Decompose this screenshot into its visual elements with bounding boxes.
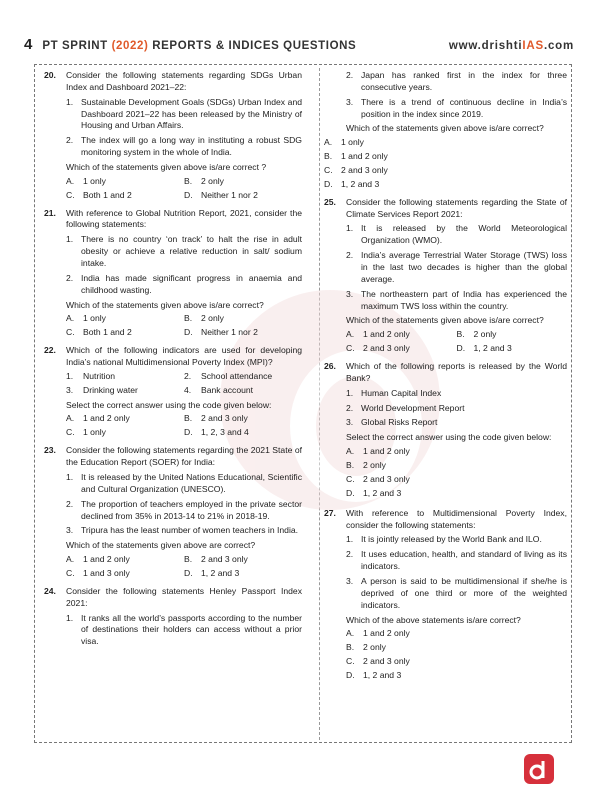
statement-text: Sustainable Development Goals (SDGs) Urban Index and Dashboard 2021–22 has been released by the Ministry of Housing and Urban Affairs. <box>81 96 302 131</box>
right-column <box>324 70 567 690</box>
question-22 <box>44 345 302 439</box>
statement-text: The northeastern part of India has experienced the maximum TWS loss within the country. <box>361 288 567 311</box>
option-text: 1 and 3 only <box>83 567 130 578</box>
option-letter: C. <box>66 567 75 578</box>
question-number: 26. <box>324 361 336 372</box>
option-letter: C. <box>324 165 333 176</box>
option-d[interactable] <box>184 427 302 439</box>
question-26 <box>324 361 567 502</box>
option-b[interactable] <box>184 413 302 425</box>
question-number: 21. <box>44 207 56 218</box>
statement-text: It is jointly released by the World Bank and ILO. <box>361 534 542 545</box>
statement-text: Drinking water <box>83 384 138 395</box>
option-letter: C. <box>66 189 75 200</box>
option-letter: C. <box>346 473 355 484</box>
option-letter: D. <box>184 189 193 200</box>
question-20 <box>44 70 302 202</box>
statement-text: The index will go a long way in instituting a robust SDG monitoring system in the whole of India. <box>81 135 302 158</box>
option-text: Neither 1 nor 2 <box>201 189 258 200</box>
option-text: 1 and 2 only <box>363 628 410 639</box>
question-24 <box>44 586 302 648</box>
statement-number: 3. <box>346 96 354 107</box>
question-stem: Consider the following statements regarding the State of Climate Services Report 2021: <box>346 196 567 219</box>
option-a[interactable] <box>66 413 184 425</box>
option-letter: A. <box>66 554 75 565</box>
option-a[interactable] <box>66 554 184 566</box>
option-letter: D. <box>346 669 355 680</box>
statement-text: India has made significant progress in anaemia and childhood wasting. <box>81 272 302 295</box>
statement <box>66 234 302 270</box>
site-prefix: www.drishti <box>448 40 523 52</box>
statement-text: It is released by the World Meteorological Organization (WMO). <box>361 223 567 246</box>
statement <box>66 135 302 159</box>
question-number: 22. <box>44 345 56 356</box>
statement <box>346 576 567 612</box>
option-text: Neither 1 nor 2 <box>201 327 258 338</box>
question-21 <box>44 208 302 340</box>
statement-number: 4. <box>184 384 192 395</box>
statement-number: 2. <box>346 70 354 80</box>
statement <box>346 403 567 415</box>
website-url <box>449 40 574 52</box>
option-b[interactable] <box>184 554 302 566</box>
statement-text: It uses education, health, and standard of living as its indicators. <box>361 549 567 572</box>
option-letter: B. <box>184 175 193 186</box>
statement-text: Japan has ranked first in the index for three consecutive years. <box>361 70 567 92</box>
option-c[interactable] <box>346 343 457 355</box>
option-text: 1, 2, 3 and 4 <box>201 427 249 438</box>
option-letter: B. <box>184 554 193 565</box>
option-a[interactable] <box>66 176 184 188</box>
statement-text: There is a trend of continuous decline in India’s position in the index since 2019. <box>361 96 567 119</box>
statement <box>184 371 302 383</box>
statement-number: 2. <box>346 549 354 560</box>
statement-number: 1. <box>346 223 354 234</box>
options <box>346 628 567 681</box>
statement <box>346 70 567 94</box>
statement <box>346 223 567 247</box>
statement-number: 3. <box>66 384 74 395</box>
statement-text: Human Capital Index <box>361 387 442 398</box>
question-number: 25. <box>324 196 336 207</box>
option-text: 2 and 3 only <box>341 165 388 176</box>
option-letter: B. <box>184 413 193 424</box>
option-c[interactable] <box>324 165 567 177</box>
question-stem: Consider the following statements Henley Passport Index 2021: <box>66 585 302 608</box>
statement <box>66 613 302 649</box>
option-letter: B. <box>324 151 333 162</box>
option-d[interactable] <box>324 179 567 191</box>
question-number: 24. <box>44 585 56 596</box>
option-text: 2 only <box>363 460 386 471</box>
question-prompt: Which of the statements given above are correct? <box>66 540 256 551</box>
question-stem: With reference to Global Nutrition Report, 2021, consider the following statements: <box>66 207 302 230</box>
site-ias: IAS <box>522 40 544 52</box>
statement-text: It ranks all the world’s passports according to the number of destinations their holders can access without a prior visa. <box>81 612 302 647</box>
d-glyph-icon <box>524 754 554 784</box>
statement <box>346 388 567 400</box>
drishti-d-logo-icon <box>524 754 554 784</box>
question-number: 23. <box>44 445 56 456</box>
option-letter: B. <box>456 329 465 340</box>
option-c[interactable] <box>346 656 567 668</box>
option-text: 1, 2 and 3 <box>473 343 512 354</box>
option-c[interactable] <box>66 568 184 580</box>
page-number: 4 <box>24 36 33 53</box>
options <box>324 137 567 190</box>
statement-text: Bank account <box>201 384 254 395</box>
option-letter: A. <box>66 413 75 424</box>
option-text: 1 only <box>83 427 106 438</box>
statement-text: World Development Report <box>361 402 465 413</box>
statement-number: 1. <box>66 370 74 381</box>
statement <box>346 534 567 546</box>
options <box>346 329 567 355</box>
statement-text: Nutrition <box>83 370 115 381</box>
page-header <box>24 36 574 54</box>
options <box>66 176 302 202</box>
option-letter: A. <box>346 446 355 457</box>
left-column <box>44 70 302 654</box>
option-c[interactable] <box>66 427 184 439</box>
option-letter: D. <box>184 327 193 338</box>
title-prefix: PT SPRINT <box>42 40 112 52</box>
option-b[interactable] <box>184 313 302 325</box>
statement-text: Global Risks Report <box>361 417 438 428</box>
options <box>66 554 302 580</box>
statement-text: A person is said to be multidimensional if she/he is deprived of one third or more of the weighted indicators. <box>361 575 567 610</box>
option-d[interactable] <box>184 568 302 580</box>
option-letter: D. <box>184 567 193 578</box>
option-text: Both 1 and 2 <box>83 189 132 200</box>
option-letter: C. <box>346 343 355 354</box>
statement-number: 2. <box>66 135 74 146</box>
statement-number: 1. <box>346 387 354 398</box>
statement <box>184 385 302 397</box>
statement <box>346 97 567 121</box>
option-d[interactable] <box>346 670 567 682</box>
question-number: 20. <box>44 70 56 80</box>
option-text: 1 and 2 only <box>83 554 130 565</box>
option-a[interactable] <box>346 446 567 458</box>
question-27 <box>324 508 567 684</box>
option-b[interactable] <box>346 460 567 472</box>
indicator-list <box>66 371 302 397</box>
option-d[interactable] <box>184 190 302 202</box>
option-letter: A. <box>66 175 75 186</box>
statement-number: 3. <box>66 525 74 536</box>
statement-number: 1. <box>66 96 74 107</box>
statement <box>66 525 302 537</box>
statement-number: 2. <box>346 402 354 413</box>
running-title <box>42 40 356 52</box>
option-text: 2 and 3 only <box>363 656 410 667</box>
statement-number: 1. <box>66 234 74 245</box>
question-stem: Consider the following statements regarding SDGs Urban Index and Dashboard 2021–22: <box>66 70 302 92</box>
option-letter: B. <box>346 642 355 653</box>
statement <box>66 273 302 297</box>
option-a[interactable] <box>66 313 184 325</box>
question-stem: Which of the following indicators are used for developing India’s national Multidimensional Poverty Index (MPI)? <box>66 345 302 368</box>
question-stem: Consider the following statements regarding the 2021 State of the Education Report (SOER) for India: <box>66 445 302 468</box>
statement-number: 2. <box>66 272 74 283</box>
option-text: Both 1 and 2 <box>83 327 132 338</box>
option-letter: A. <box>346 628 355 639</box>
statement-number: 1. <box>66 612 74 623</box>
option-letter: C. <box>346 656 355 667</box>
statement-text: School attendance <box>201 370 273 381</box>
option-d[interactable] <box>346 488 567 500</box>
option-letter: D. <box>184 427 193 438</box>
option-letter: A. <box>324 137 333 148</box>
statement-text: Tripura has the least number of women teachers in India. <box>81 525 299 536</box>
option-text: 1, 2 and 3 <box>201 567 240 578</box>
option-b[interactable] <box>457 329 568 341</box>
statement <box>346 417 567 429</box>
option-a[interactable] <box>346 329 457 341</box>
option-letter: B. <box>184 313 193 324</box>
options <box>66 313 302 339</box>
statement-number: 2. <box>184 370 192 381</box>
statement <box>346 549 567 573</box>
option-b[interactable] <box>346 642 567 654</box>
statement <box>346 289 567 313</box>
option-d[interactable] <box>457 343 568 355</box>
statement-number: 3. <box>346 417 354 428</box>
option-b[interactable] <box>324 151 567 163</box>
statement <box>66 472 302 496</box>
option-text: 1, 2 and 3 <box>363 487 402 498</box>
option-text: 1, 2 and 3 <box>341 178 380 189</box>
option-letter: D. <box>456 343 466 354</box>
question-prompt: Which of the above statements is/are correct? <box>346 614 521 625</box>
option-text: 2 and 3 only <box>363 473 410 484</box>
option-c[interactable] <box>66 190 184 202</box>
option-letter: D. <box>324 178 333 189</box>
statement-number: 3. <box>346 575 354 586</box>
title-suffix: REPORTS & INDICES QUESTIONS <box>148 40 357 52</box>
option-a[interactable] <box>346 628 567 640</box>
question-stem: With reference to Multidimensional Poverty Index, consider the following statements: <box>346 507 567 530</box>
option-d[interactable] <box>184 327 302 339</box>
option-text: 2 and 3 only <box>363 343 410 354</box>
statement-number: 3. <box>346 288 354 299</box>
option-letter: C. <box>66 327 75 338</box>
option-text: 1 and 2 only <box>363 329 410 340</box>
options <box>346 446 567 499</box>
site-suffix: .com <box>543 40 574 52</box>
option-text: 2 only <box>201 313 224 324</box>
option-letter: C. <box>66 427 75 438</box>
statement-number: 2. <box>66 498 74 509</box>
option-text: 1 and 2 only <box>341 151 388 162</box>
option-text: 1 and 2 only <box>83 413 130 424</box>
option-letter: B. <box>346 460 355 471</box>
question-number: 27. <box>324 507 336 518</box>
statement <box>346 250 567 286</box>
question-24-continued <box>324 70 567 135</box>
statement-text: India’s average Terrestrial Water Storage (TWS) loss in the last two decades is higher than the global average. <box>361 250 567 284</box>
option-letter: A. <box>66 313 75 324</box>
question-23 <box>44 445 302 580</box>
question-prompt: Select the correct answer using the code given below: <box>66 399 272 410</box>
statement <box>66 499 302 523</box>
title-year: (2022) <box>111 40 149 52</box>
option-text: 2 only <box>201 175 224 186</box>
option-text: 2 only <box>363 642 386 653</box>
option-a[interactable] <box>324 137 567 149</box>
statement-number: 1. <box>346 534 354 545</box>
statement <box>66 97 302 133</box>
option-letter: A. <box>346 329 355 340</box>
question-prompt: Which of the statements given above is/are correct ? <box>66 162 267 173</box>
question-stem: Which of the following reports is released by the World Bank? <box>346 361 567 383</box>
statement <box>66 371 184 383</box>
statement-text: The proportion of teachers employed in the private sector declined from 35% in 2013-14 to 21% in 2018-19. <box>81 498 302 521</box>
statement-number: 2. <box>346 250 354 261</box>
option-text: 1 only <box>341 137 364 148</box>
option-b[interactable] <box>184 176 302 188</box>
option-text: 1 only <box>83 175 106 186</box>
options <box>66 413 302 439</box>
option-c[interactable] <box>66 327 184 339</box>
question-prompt: Which of the statements given above is/are correct? <box>346 315 544 326</box>
option-text: 1, 2 and 3 <box>363 669 402 680</box>
statement <box>66 385 184 397</box>
option-c[interactable] <box>346 474 567 486</box>
option-text: 2 only <box>473 329 497 340</box>
statement-number: 1. <box>66 471 74 482</box>
option-text: 2 and 3 only <box>201 554 248 565</box>
statement-text: There is no country ‘on track’ to halt the rise in adult obesity or achieve a relative reduction in salt/ sodium intake. <box>81 234 302 269</box>
option-text: 1 and 2 only <box>363 446 410 457</box>
option-text: 1 only <box>83 313 106 324</box>
question-25 <box>324 197 567 355</box>
question-prompt: Which of the statements given above is/are correct? <box>346 123 544 134</box>
statement-text: It is released by the United Nations Educational, Scientific and Cultural Organization (UNESCO). <box>81 471 302 494</box>
question-prompt: Which of the statements given above is/are correct? <box>66 299 264 310</box>
option-text: 2 and 3 only <box>201 413 248 424</box>
option-letter: D. <box>346 487 355 498</box>
question-prompt: Select the correct answer using the code given below: <box>346 432 552 443</box>
